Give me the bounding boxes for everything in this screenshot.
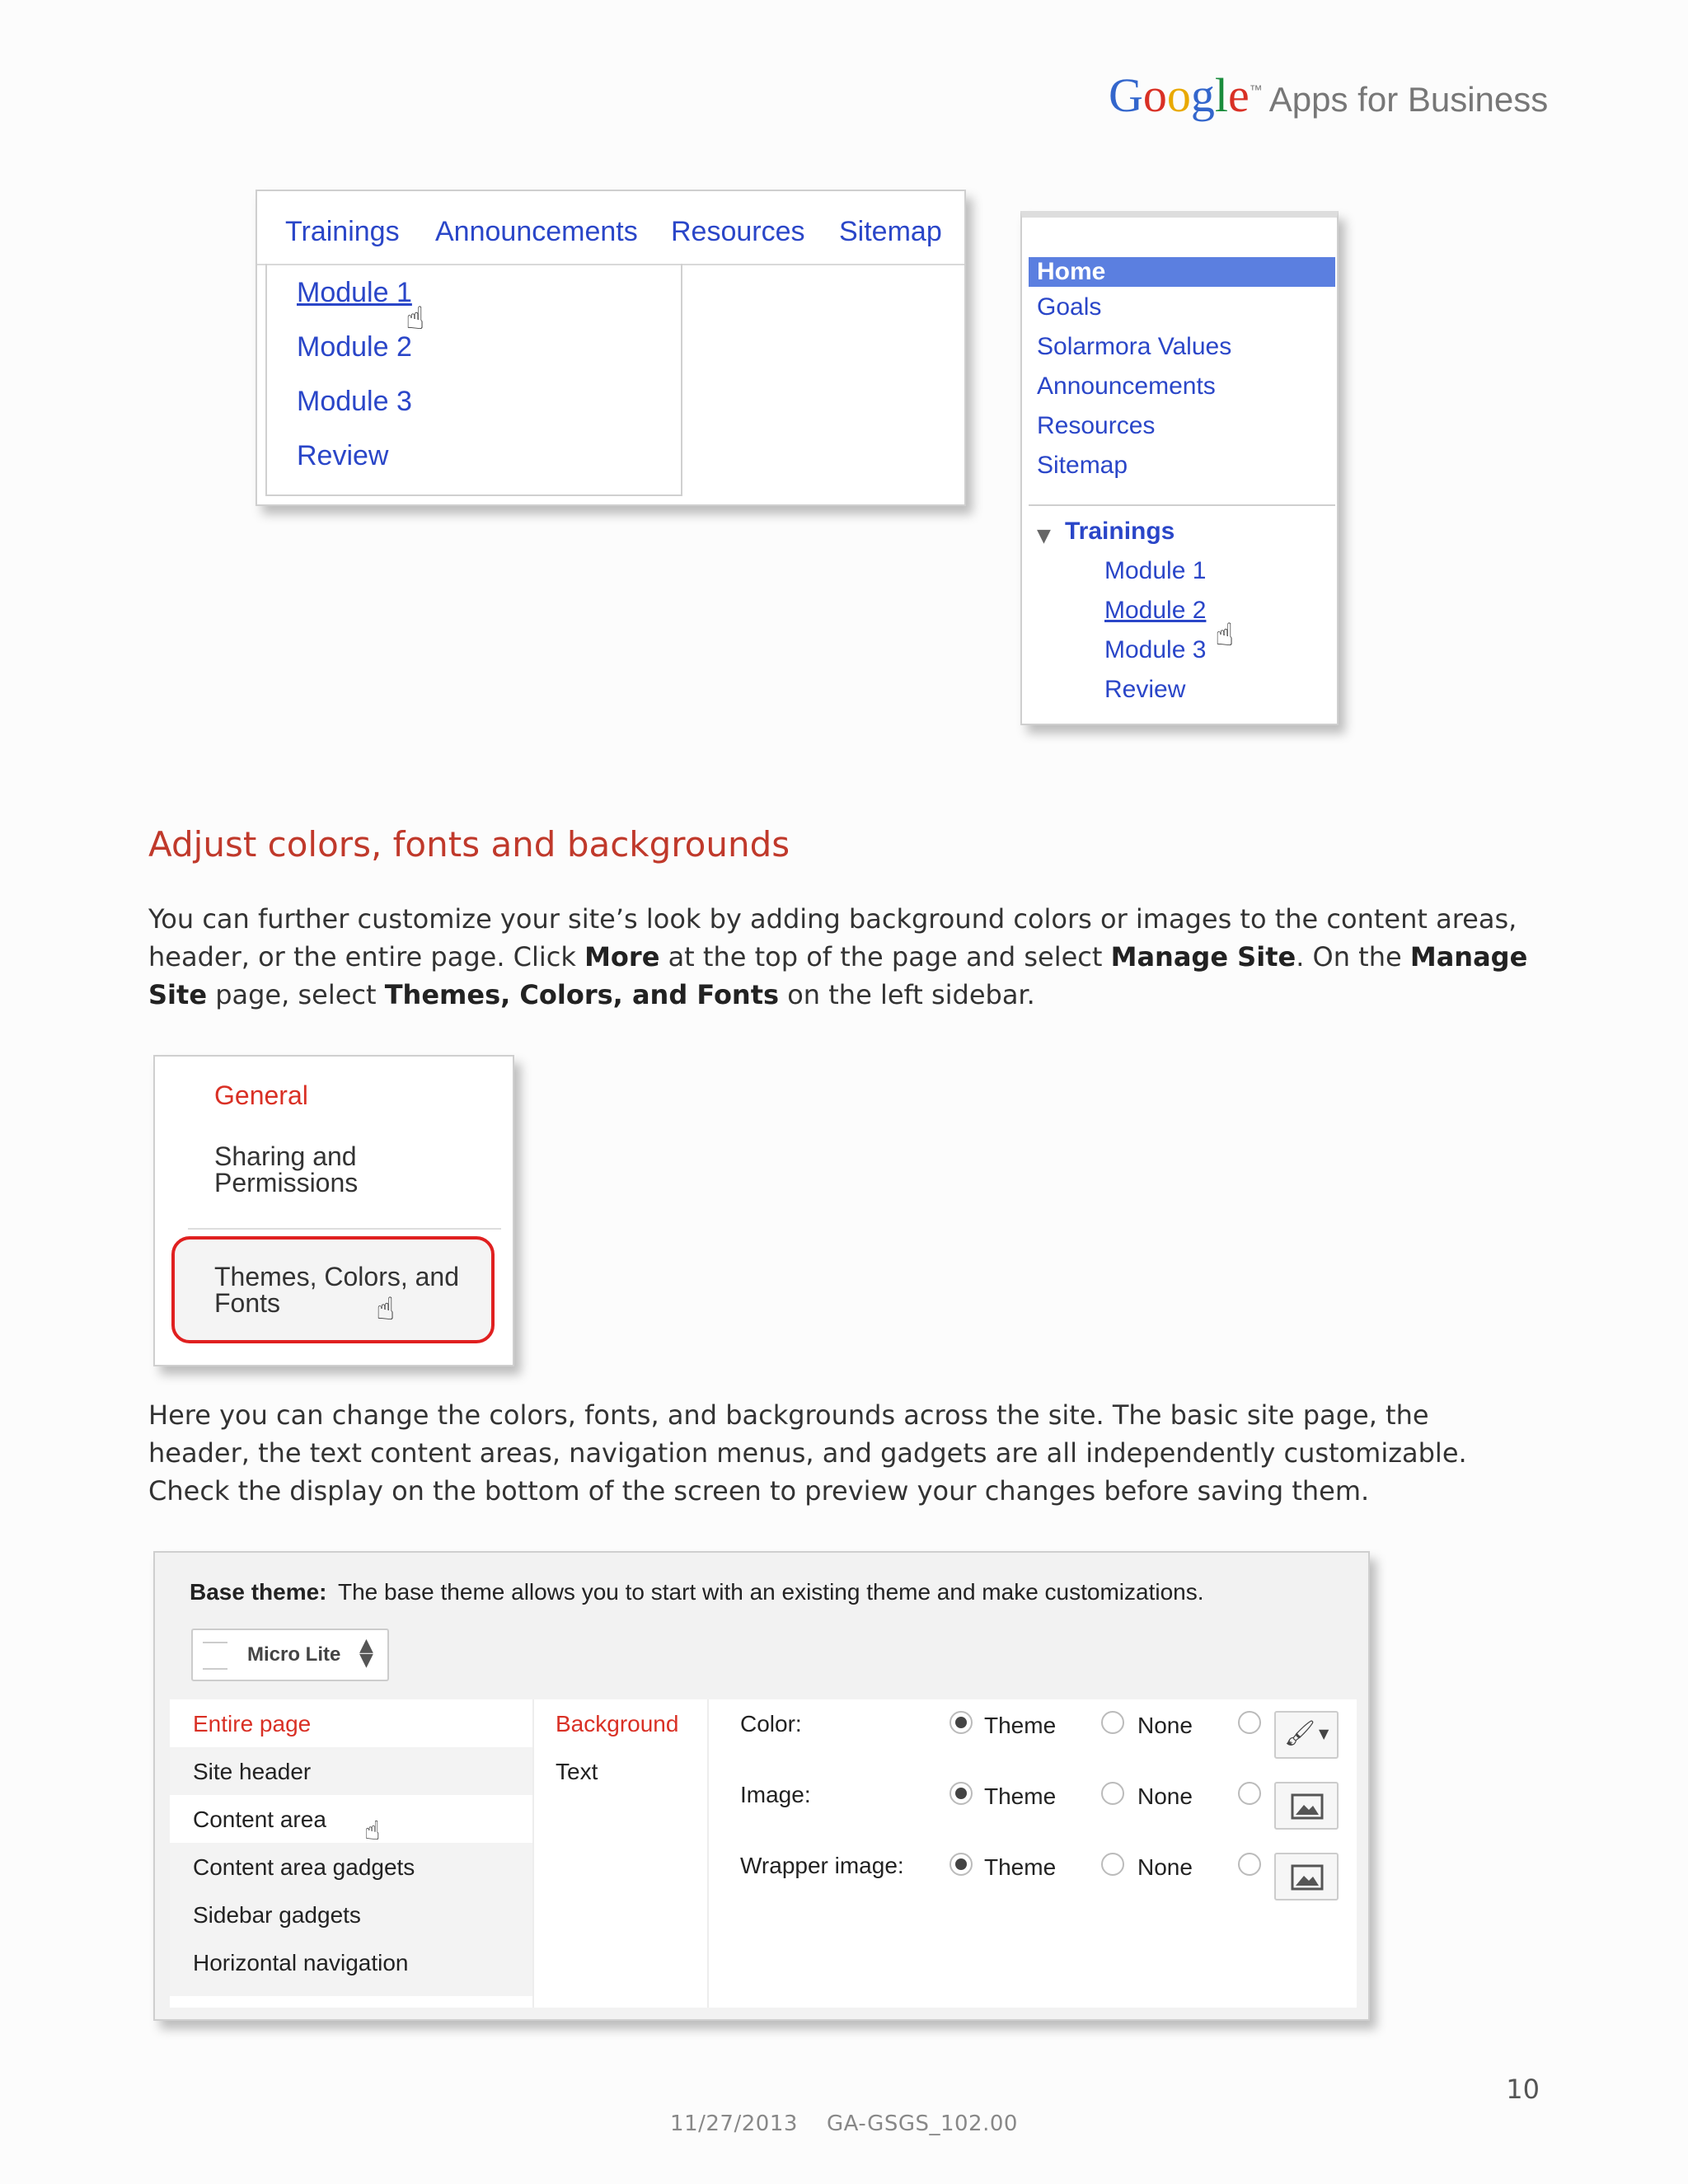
paint-bucket-icon: 🖌 xyxy=(1284,1719,1316,1748)
hand-cursor-icon: ☝ xyxy=(364,1815,381,1846)
category-sidebar-gadgets[interactable]: Sidebar gadgets xyxy=(193,1902,361,1928)
hand-cursor-icon: ☝ xyxy=(406,300,425,336)
color-theme-radio[interactable] xyxy=(950,1711,973,1734)
footer-date: 11/27/2013 xyxy=(670,2111,798,2136)
category-row[interactable] xyxy=(170,1891,532,1938)
triangle-down-icon[interactable]: ▼ xyxy=(1037,526,1051,546)
dropdown-item-module-2[interactable]: Module 2 xyxy=(297,331,412,363)
sidebar-subitem-module-2[interactable]: Module 2 xyxy=(1104,597,1207,624)
theme-select[interactable] xyxy=(191,1629,389,1681)
themes-colors-fonts-screenshot xyxy=(153,1551,1370,2021)
category-horizontal-navigation[interactable]: Horizontal navigation xyxy=(193,1950,409,1975)
column-divider xyxy=(707,1699,709,2008)
color-none-radio[interactable] xyxy=(1101,1711,1124,1734)
category-row[interactable] xyxy=(170,1795,532,1843)
color-theme-option: Theme xyxy=(984,1713,1057,1738)
color-label: Color: xyxy=(740,1711,802,1736)
logo-suffix: Apps for Business xyxy=(1268,80,1549,119)
wrapper-custom-radio[interactable] xyxy=(1238,1853,1261,1876)
image-picker-button[interactable] xyxy=(1274,1782,1339,1830)
sidebar-subitem-module-3[interactable]: Module 3 xyxy=(1104,636,1207,663)
sidebar-item-goals[interactable]: Goals xyxy=(1037,293,1102,321)
sidebar-item-sitemap[interactable]: Sitemap xyxy=(1037,452,1128,479)
nav-item-sitemap[interactable]: Sitemap xyxy=(839,216,942,247)
dropdown-item-review[interactable]: Review xyxy=(297,440,389,471)
category-site-header[interactable]: Site header xyxy=(193,1759,312,1784)
color-custom-radio[interactable] xyxy=(1238,1711,1261,1734)
sidebar-nav-screenshot xyxy=(1020,211,1339,725)
dropdown-item-module-1[interactable]: Module 1 xyxy=(297,277,412,308)
chevron-down-icon: ▼ xyxy=(1319,1726,1329,1741)
sidebar-subitem-module-1[interactable]: Module 1 xyxy=(1104,557,1207,584)
wrapper-none-option: None xyxy=(1137,1854,1193,1880)
manage-site-sidebar-screenshot xyxy=(153,1055,514,1366)
manage-item-sharing-line1[interactable]: Sharing and xyxy=(214,1141,357,1171)
google-apps-logo: Google™ Apps for Business xyxy=(1109,68,1549,122)
dropdown-item-module-3[interactable]: Module 3 xyxy=(297,386,412,417)
image-theme-radio[interactable] xyxy=(950,1782,973,1805)
sidebar-item-home[interactable]: Home xyxy=(1029,257,1335,287)
sidebar-group-trainings[interactable]: Trainings xyxy=(1065,518,1175,545)
category-row[interactable] xyxy=(170,1699,532,1747)
wrapper-theme-option: Theme xyxy=(984,1854,1057,1880)
wrapper-none-radio[interactable] xyxy=(1101,1853,1124,1876)
wrapper-theme-radio[interactable] xyxy=(950,1853,973,1876)
hand-cursor-icon: ☝ xyxy=(376,1291,396,1327)
intro-paragraph: You can further customize your site’s look by adding background colors or images to the content areas, header, or the entire page. Click More at the top of the page and select Manage Site. On the Manage Site page, select Themes, Colors, and Fonts on the left sidebar. xyxy=(148,903,1528,1010)
nav-dropdown xyxy=(265,264,682,496)
category-content-area[interactable]: Content area xyxy=(193,1807,326,1832)
wrapper-image-label: Wrapper image: xyxy=(740,1853,904,1878)
property-text[interactable]: Text xyxy=(556,1759,598,1784)
color-picker-button[interactable] xyxy=(1274,1711,1339,1759)
nav-item-resources[interactable]: Resources xyxy=(671,216,805,247)
category-row[interactable] xyxy=(170,1747,532,1795)
sidebar-subitem-review[interactable]: Review xyxy=(1104,676,1186,703)
image-none-option: None xyxy=(1137,1783,1193,1809)
image-icon xyxy=(1291,1793,1324,1820)
image-icon xyxy=(1291,1864,1324,1891)
sidebar-divider xyxy=(1029,504,1335,506)
manage-item-themes-line1[interactable]: Themes, Colors, and xyxy=(214,1262,460,1291)
manage-item-themes-line2[interactable]: Fonts xyxy=(214,1288,281,1318)
image-none-radio[interactable] xyxy=(1101,1782,1124,1805)
wrapper-image-picker-button[interactable] xyxy=(1274,1853,1339,1900)
theme-select-value: Micro Lite xyxy=(247,1643,341,1666)
image-custom-radio[interactable] xyxy=(1238,1782,1261,1805)
nav-item-trainings[interactable]: Trainings xyxy=(285,216,400,247)
theme-thumbnail-icon xyxy=(203,1642,227,1670)
sidebar-item-announcements[interactable]: Announcements xyxy=(1037,373,1216,400)
category-content-area-gadgets[interactable]: Content area gadgets xyxy=(193,1854,415,1880)
page-number: 10 xyxy=(1506,2074,1540,2105)
column-divider xyxy=(532,1699,534,2008)
property-background[interactable]: Background xyxy=(556,1711,679,1736)
nav-menu-bar xyxy=(257,191,964,265)
base-theme-description: The base theme allows you to start with an existing theme and make customizations. xyxy=(338,1579,1204,1605)
category-entire-page[interactable]: Entire page xyxy=(193,1711,312,1736)
section-heading: Adjust colors, fonts and backgrounds xyxy=(148,824,790,865)
base-theme-label: Base theme: xyxy=(190,1579,327,1605)
sidebar-item-solarmora-values[interactable]: Solarmora Values xyxy=(1037,333,1232,360)
category-row[interactable] xyxy=(170,1843,532,1891)
category-row[interactable] xyxy=(170,1938,532,1996)
customization-paragraph: Here you can change the colors, fonts, and backgrounds across the site. The basic site page, the header, the text content areas, navigation menus, and gadgets are all independently customizable. Check the display on the bottom of the screen to preview your changes before saving them. xyxy=(148,1399,1467,1507)
updown-arrows-icon: ▲ ▼ xyxy=(359,1635,373,1671)
customization-panel xyxy=(170,1699,1357,2008)
image-label: Image: xyxy=(740,1782,811,1807)
manage-item-general[interactable]: General xyxy=(214,1080,308,1110)
image-theme-option: Theme xyxy=(984,1783,1057,1809)
document-footer xyxy=(0,2111,1688,2136)
nav-item-announcements[interactable]: Announcements xyxy=(435,216,638,247)
hand-cursor-icon: ☝ xyxy=(1215,616,1235,653)
manage-item-sharing-line2[interactable]: Permissions xyxy=(214,1168,359,1197)
sidebar-item-resources[interactable]: Resources xyxy=(1037,412,1156,439)
horizontal-nav-screenshot xyxy=(256,190,966,506)
color-none-option: None xyxy=(1137,1713,1193,1738)
footer-doc-id: GA-GSGS_102.00 xyxy=(826,2111,1018,2136)
manage-divider xyxy=(188,1228,501,1230)
